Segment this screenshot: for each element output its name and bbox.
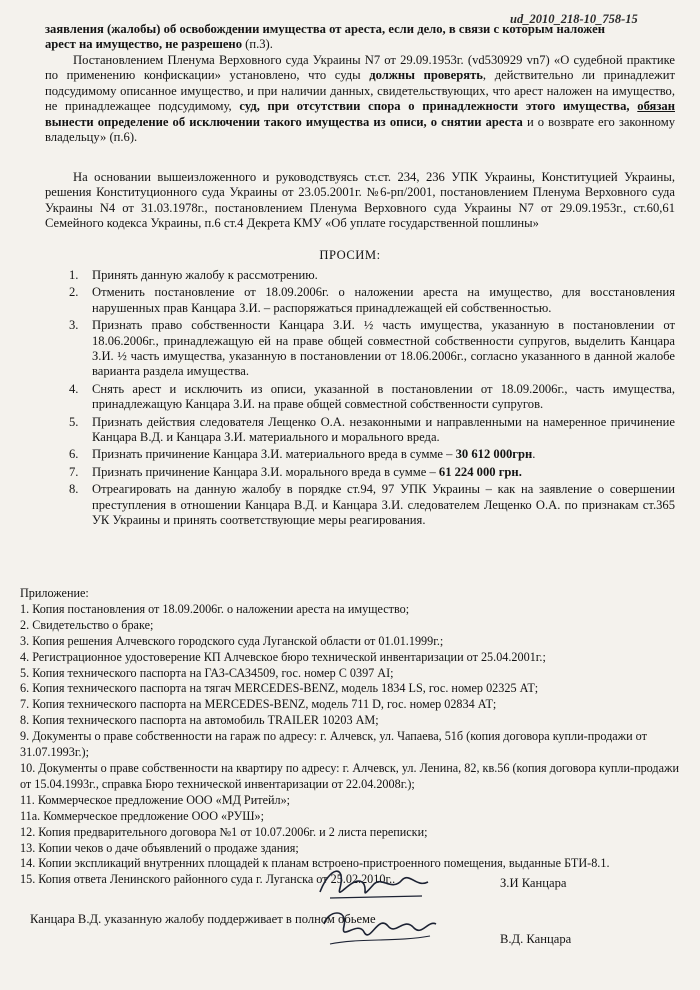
list-item: 6. Копия технического паспорта на тягач MERCEDES-BENZ, модель 1834 LS, гос. номер 02325 АТ; <box>20 681 539 696</box>
list-item: 1. Принять данную жалобу к рассмотрению. <box>69 268 318 282</box>
list-item: 12. Копия предварительного договора №1 от 10.07.2006г. и 2 листа переписки; <box>20 824 428 839</box>
list-item: 9. Документы о праве собственности на гараж по адресу: г. Алчевск, ул. Чапаева, 51б (копия договора купли-продажи от 31.07.1993г.); <box>20 729 647 760</box>
list-item: 11а. Коммерческое предложение ООО «РУШ»; <box>20 808 265 823</box>
request-heading: ПРОСИМ: <box>319 248 381 262</box>
attachments-title: Приложение: <box>20 586 89 600</box>
list-item: 2. Свидетельство о браке; <box>20 617 154 632</box>
list-item: 3. Копия решения Алчевского городского суда Луганской области от 01.01.1999г.; <box>20 633 444 648</box>
text-fragment: , действительно ли принадлежит подсудимому описанное имущество, и при наличии данных, свидетельствующих, что арест наложен на имущество, не принадлежащее подсудимому, <box>45 68 675 114</box>
list-item: 14. Копии экспликаций внутренних площадей к планам встроено-пристроенного помещения, выданные БТИ-8.1. <box>20 856 610 871</box>
request-list <box>45 268 675 531</box>
signature-name-2: В.Д. Канцара <box>500 932 572 946</box>
bold-fragment: суд, при отсутствии спора о принадлежности этого имущества, <box>239 99 638 114</box>
list-item: 13. Копии чеков о даче объявлений о продаже здания; <box>20 840 299 855</box>
signature-name-1: З.И Канцара <box>500 876 567 890</box>
bold-fragment: вынести определение об исключении такого имущества из описи, о снятии ареста <box>45 114 523 129</box>
list-item: 3. Признать право собственности Канцара З.И. ½ часть имущества, указанную в постановлении от 18.06.2006г., принадлежащую ей на праве общей совместной собственности супругов, выделить Канцара З.И. ½ часть имущества, указанную в постановлении от 18.06.2006г., согласно указанного в данной жалобе варианта раздела имущества. <box>69 318 675 379</box>
text-fragment: и о возврате его законному владельцу» (п.6). <box>45 114 675 145</box>
bold-fragment: заявления (жалобы) об освобождении имущества от ареста, если дело, в связи с которым наложен арест на имущество, не разрешено <box>45 22 605 52</box>
text-fragment: Постановлением Пленума Верховного суда Украины N7 от 29.09.1953г. (vd530929 vn7) «О судебной практике по применению конфискации» установлено, что суды <box>45 53 675 83</box>
list-item: 7. Признать причинение Канцара З.И. морального вреда в сумме – 61 224 000 грн. <box>69 464 522 479</box>
list-item: 5. Признать действия следователя Лещенко О.А. незаконными и направленными на намеренное причинение Канцара В.Д. и Канцара З.И. материального и морального вреда. <box>69 414 675 445</box>
attachments-list <box>20 586 690 888</box>
paragraph-plenum-resolution <box>45 53 675 145</box>
list-item: 4. Снять арест и исключить из описи, указанной в постановлении от 18.09.2006г., часть имущества, принадлежащую Канцара З.И. на праве общей совместной собственности супругов. <box>69 381 675 412</box>
list-item: 10. Документы о праве собственности на квартиру по адресу: г. Алчевск, ул. Ленина, 82, кв.56 (копия договора купли-продажи от 15.04.1993г., справка Бюро технической инвентаризации от 22.04.2008г.); <box>20 760 679 791</box>
paragraph-release-property <box>45 22 605 53</box>
list-item: 6. Признать причинение Канцара З.И. материального вреда в сумме – 30 612 000грн. <box>69 447 536 462</box>
underlined-bold-fragment: обязан <box>637 99 675 114</box>
list-item: 7. Копия технического паспорта на MERCEDES-BENZ, модель 711 D, гос. номер 02834 АТ; <box>20 697 497 712</box>
list-item: 15. Копия ответа Ленинского районного суда г. Луганска от 25.02.2010г.. <box>20 872 396 887</box>
list-item: 8. Отреагировать на данную жалобу в порядке ст.94, 97 УПК Украины – как на заявление о совершении преступления в отношении Канцара В.Д. и Канцара З.И. следователем Лещенко О.А. по признакам ст.365 УК Украины и принять соответствующие меры реагирования. <box>69 482 675 528</box>
list-item: 4. Регистрационное удостоверение КП Алчевское бюро технической инвентаризации от 25.04.2001г.; <box>20 649 546 664</box>
document-id-stamp: ud_2010_218-10_758-15 <box>510 12 638 26</box>
list-item: 2. Отменить постановление от 18.09.2006г. о наложении ареста на имущество, для восстановления нарушенных прав Канцара З.И. – распоряжаться принадлежащей ей собственностью. <box>69 285 675 315</box>
support-statement: Канцара В.Д. указанную жалобу поддерживает в полном обьеме <box>30 912 376 926</box>
list-item: 11. Коммерческое предложение ООО «МД Ритейл»; <box>20 792 291 807</box>
list-item: 8. Копия технического паспорта на автомобиль TRAILER 10203 АМ; <box>20 713 379 728</box>
text-fragment: (п.3). <box>242 37 273 52</box>
list-item: 5. Копия технического паспорта на ГАЗ-САЗ4509, гос. номер С 0397 АІ; <box>20 665 394 680</box>
bold-fragment: должны проверять <box>369 68 483 83</box>
paragraph-legal-basis: На основании вышеизложенного и руководствуясь ст.ст. 234, 236 УПК Украины, Конституцией Украины, решения Конституционного суда Украины от 23.05.2001г. №6-рп/2001, постановлением Пленума Верховного суда Украины N4 от 31.03.1978г., постановлением Пленума Верховного суда Украины N7 от 29.09.1953г., ст.60,61 Семейного кодекса Украины, п.6 ст.4 Декрета КМУ «Об уплате государственной пошлины» <box>45 170 675 231</box>
list-item: 1. Копия постановления от 18.09.2006г. о наложении ареста на имущество; <box>20 601 410 616</box>
signature-scribble-1 <box>312 862 432 908</box>
